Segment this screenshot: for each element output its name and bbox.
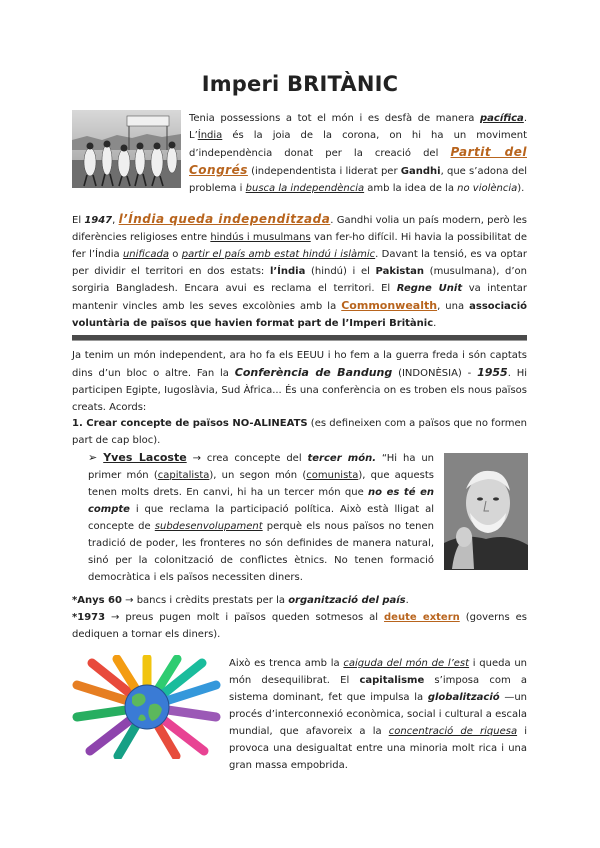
bullet-arrow-icon: ➢ bbox=[88, 451, 98, 464]
unificada-term: unificada bbox=[122, 249, 169, 260]
hindus-musulmans-term: hindús i musulmans bbox=[210, 232, 311, 243]
point-1-heading: 1. Crear concepte de països NO-ALINEATS (es defineixen com a països que no formen part de cap bloc). bbox=[72, 418, 527, 446]
gandhi-term: Gandhi bbox=[400, 166, 441, 177]
globalitzacio-term: globalització bbox=[427, 692, 500, 703]
partit-congres-term: Partit del Congrés bbox=[189, 145, 527, 177]
caiguda-mon-est-term: caiguda del món de l’est bbox=[343, 658, 470, 669]
organitzacio-pais-term: organització del país bbox=[288, 595, 406, 606]
commonwealth-term: Commonwealth bbox=[341, 299, 438, 312]
page-title: Imperi BRITÀNIC bbox=[201, 72, 399, 96]
no-violencia-term: no violència bbox=[457, 183, 518, 194]
bandung-paragraph: Ja tenim un món independent, ara ho fa els EEUU i ho fem a la guerra freda i són captats dins d’un bloc o altre. Fan la Conferència de Bandung (INDONÈSIA) - 1955. Hi participen Egipte, Iugoslàvia, Sud Àfrica... És una conferència on es troben els nous països creats. Acords: bbox=[72, 350, 528, 413]
india-term: Índia bbox=[197, 130, 223, 141]
no-es-te-en-compte-term: no es té en compte bbox=[88, 487, 434, 515]
section-divider bbox=[72, 335, 527, 341]
lindia-term: l’Índia bbox=[269, 266, 306, 277]
pacifica-term: pacífica bbox=[480, 113, 524, 124]
comunista-term: comunista bbox=[306, 470, 359, 481]
capitalista-term: capitalista bbox=[157, 470, 210, 481]
subdesenvolupament-term: subdesenvolupament bbox=[154, 521, 263, 532]
gandhi-march-photo bbox=[72, 110, 181, 188]
lacoste-bullet: ➢ Yves Lacoste → crea concepte del tercer món. “Hi ha un primer món (capitalista), un segon món (comunista), que aquests tenen molts drets. En canvi, hi ha un tercer món que no es té en compte i que reclama la participació política. Això està lligat al concepte de subdesenvolupament perquè els nous països no tenen tradició de poder, les fronteres no són definides de manera natural, sinó per la colonització de conflictes ètnics. No tenen formació democràtica i els països necessiten diners. bbox=[88, 451, 435, 583]
pakistan-term: Pakistan bbox=[375, 266, 425, 277]
bandung-conference-term: Conferència de Bandung bbox=[234, 366, 393, 379]
india-independence-paragraph: El 1947, l’Índia queda independitzada. Gandhi volia un país modern, però les diferències religioses entre hindús i musulmans van fer-ho difícil. Hi havia la possibilitat de fer l’Índia unificada o partir el país amb estat hindú i islàmic. Davant la tensió, es va optar per dividir el territori en dos estats: l’Índia (hindú) i el Pakistan (musulmana), d’on sorgiria Bangladesh. Encara avui es reclama el territori. El Regne Unit va intentar mantenir vincles amb les seves excolònies amb la Commonwealth, una associació voluntària de països que havien format part de l’Imperi Britànic. bbox=[72, 212, 528, 329]
year-1947: 1947 bbox=[84, 215, 113, 226]
year-1973-note: *1973 → preus pugen molt i països queden sotmesos al deute extern (governs es dediquen a tornar els diners). bbox=[72, 612, 527, 640]
regne-unit-term: Regne Unit bbox=[396, 283, 463, 294]
deute-extern-term: deute extern bbox=[384, 612, 460, 623]
india-independitzada-term: l’Índia queda independitzada bbox=[118, 212, 331, 226]
busca-independencia-term: busca la independència bbox=[245, 183, 365, 194]
anys-60-note: *Anys 60 → bancs i crèdits prestats per la organització del país. bbox=[72, 595, 409, 606]
intro-paragraph: Tenia possessions a tot el món i es desfà de manera pacífica. L’Índia és la joia de la corona, on hi ha un moviment d’independència donat per la creació del Partit del Congrés (independentista i liderat per Gandhi, que s’adona del problema i busca la independència amb la idea de la no violència). bbox=[189, 113, 528, 194]
tercer-mon-term: tercer món. bbox=[307, 453, 377, 464]
yves-lacoste-portrait bbox=[444, 453, 528, 570]
final-paragraph: Això es trenca amb la caiguda del món de l’est i queda un món desequilibrat. El capitalisme s’imposa com a sistema dominant, fet que impulsa la globalització —un procés d’interconnexió econòmica, social i cultural a escala mundial, que afavoreix a la concentració de riquesa i provoca una desigualtat entre una minoria molt rica i una gran massa empobrida. bbox=[229, 658, 528, 771]
associacio-term: associació voluntària de països que havien format part de l’Imperi Britànic bbox=[72, 301, 527, 329]
capitalisme-term: capitalisme bbox=[359, 675, 425, 686]
globe-hands-image bbox=[72, 655, 221, 759]
yves-lacoste-name: Yves Lacoste bbox=[103, 451, 187, 464]
year-1955: 1955 bbox=[477, 366, 508, 379]
partir-pais-term: partir el país amb estat hindú i islàmic bbox=[181, 249, 376, 260]
concentracio-riquesa-term: concentració de riquesa bbox=[388, 726, 518, 737]
